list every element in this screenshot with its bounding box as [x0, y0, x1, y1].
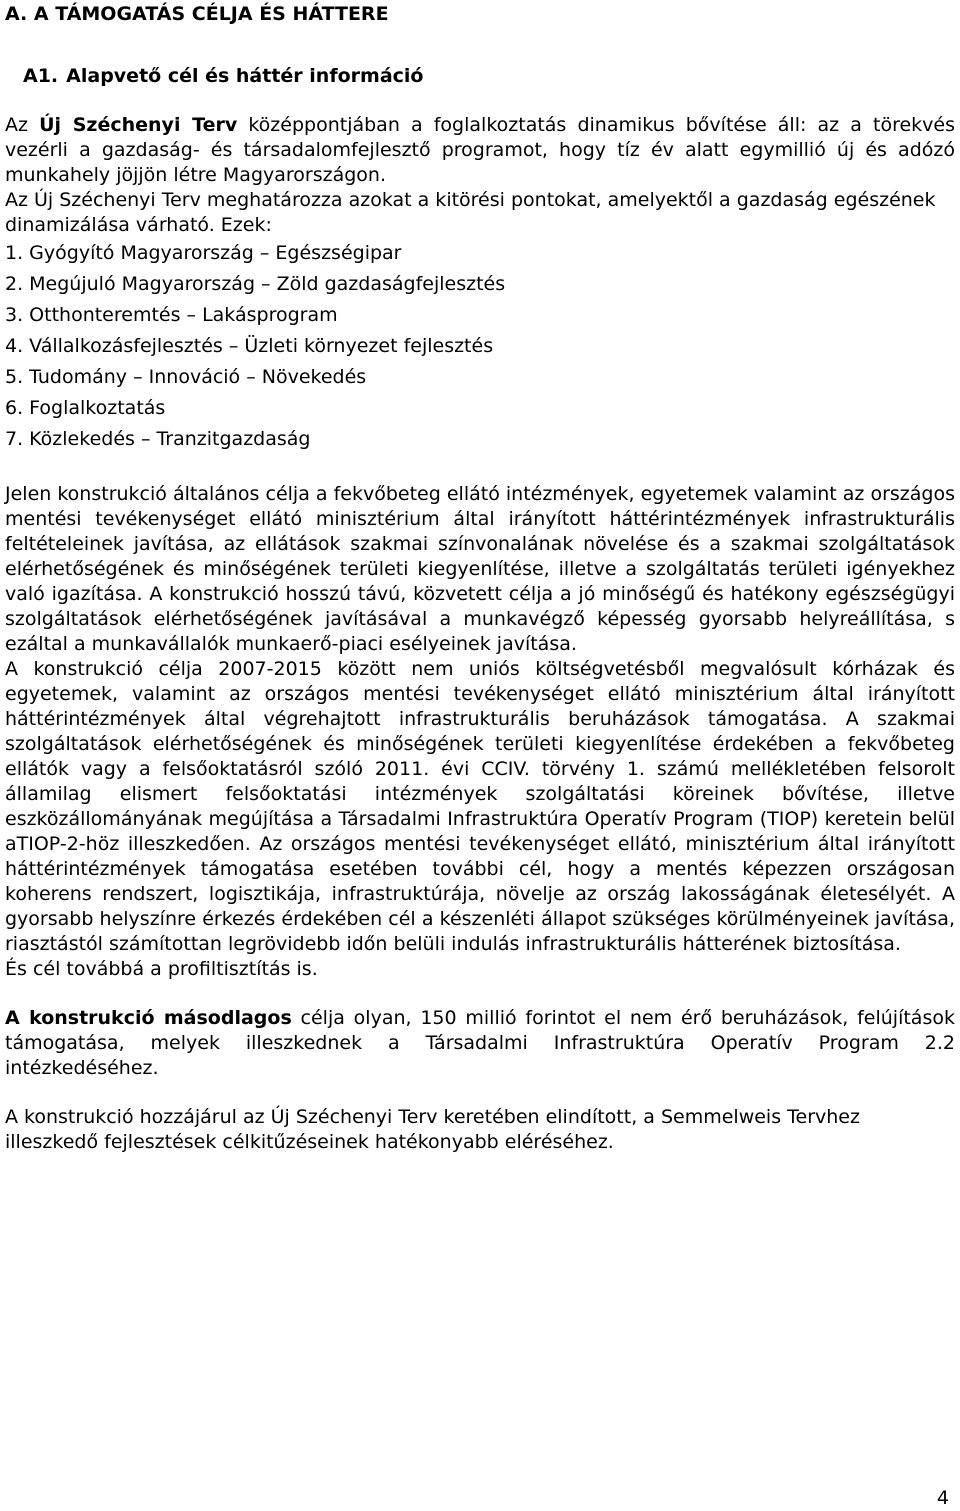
list-item: 5. Tudomány – Innováció – Növekedés: [5, 366, 367, 388]
list-item: 7. Közlekedés – Tranzitgazdaság: [5, 428, 311, 450]
breakout-intro-paragraph: Az Új Széchenyi Terv meghatározza azokat a kitörési pontokat, amelyektől a gazdaság egészének dinamizálása várható. Ezek:: [5, 189, 936, 236]
subsection-number: A1.: [23, 65, 59, 87]
page-number: 4: [936, 1487, 949, 1509]
plan-name: Új Széchenyi Terv: [39, 114, 238, 136]
list-item: 1. Gyógyító Magyarország – Egészségipar: [5, 242, 402, 264]
subsection-heading: [23, 64, 423, 88]
subsection-title: Alapvető cél és háttér információ: [66, 65, 424, 87]
secondary-goal-label: A konstrukció másodlagos: [5, 1007, 292, 1029]
construction-goal-paragraph: A konstrukció célja 2007-2015 között nem uniós költségvetésből megvalósult kórházak és egyetemek, valamint az országos mentési tevékenységet ellátó minisztérium által irányított háttérintézmények által végrehajtott infrastrukturális beruházások támogatása. A szakmai szolgáltatások elérhetőségének és minőségének területi kiegyenlítése érdekében a fekvőbeteg ellátók vagy a felsőoktatásról szóló 2011. évi CCIV. törvény 1. számú mellékletében felsorolt államilag elismert felsőoktatási intézmények szolgáltatási köreinek bővítése, illetve eszközállományának megújítása a Társadalmi Infrastruktúra Operatív Program (TIOP) keretein belül aTIOP-2-höz illeszkedően. Az országos mentési tevékenységet ellátó, minisztérium által irányított háttérintézmények támogatása esetében további cél, hogy a mentés képezzen országosan koherens rendszert, logisztikája, infrastruktúrája, növelje az ország lakosságának életesélyét. A gyorsabb helyszínre érkezés érdekében cél a készenléti állapot szükséges körülményeinek javítása, riasztástól számítottan legrövidebb időn belüli indulás infrastrukturális hátterének biztosítása.: [5, 658, 955, 955]
profit-goal-paragraph: És cél továbbá a profiltisztítás is.: [5, 958, 318, 980]
body-text: [5, 113, 955, 1155]
intro-paragraph: Az Új Széchenyi Terv középpontjában a foglalkoztatás dinamikus bővítése áll: az a törekvés vezérli a gazdaság- és társadalomfejlesztő programot, hogy tíz év alatt egymillió új és adózó munkahely jöjjön létre Magyarországon.: [5, 114, 955, 186]
semmelweis-paragraph: A konstrukció hozzájárul az Új Széchenyi Terv keretében elindított, a Semmelweis Tervhez illeszkedő fejlesztések célkitűzéseinek hatékonyabb eléréséhez.: [5, 1106, 860, 1153]
general-goal-paragraph: Jelen konstrukció általános célja a fekvőbeteg ellátó intézmények, egyetemek valamint az országos mentési tevékenységet ellátó minisztérium által irányított háttérintézmények infrastrukturális feltételeinek javítása, az ellátások szakmai színvonalának növelése és a szakmai szolgáltatások elérhetőségének és minőségének területi kiegyenlítése, illetve a szolgáltatás területi igényekhez való igazítása. A konstrukció hosszú távú, közvetett célja a jó minőségű és hatékony egészségügyi szolgáltatások elérhetőségének javításával a munkavégző képesség gyorsabb helyreállítása, s ezáltal a munkavállalók munkaerő-piaci esélyeinek javítása.: [5, 483, 955, 655]
list-item: 6. Foglalkoztatás: [5, 397, 166, 419]
secondary-goal-paragraph: A konstrukció másodlagos célja olyan, 150 millió forintot el nem érő beruházások, felújítások támogatása, melyek illeszkednek a Társadalmi Infrastruktúra Operatív Program 2.2 intézkedéséhez.: [5, 1007, 955, 1079]
breakout-points-list: [5, 238, 955, 455]
list-item: 3. Otthonteremtés – Lakásprogram: [5, 304, 338, 326]
section-heading: A. A TÁMOGATÁS CÉLJA ÉS HÁTTERE: [5, 3, 389, 25]
list-item: 4. Vállalkozásfejlesztés – Üzleti környezet fejlesztés: [5, 335, 494, 357]
list-item: 2. Megújuló Magyarország – Zöld gazdaságfejlesztés: [5, 273, 506, 295]
